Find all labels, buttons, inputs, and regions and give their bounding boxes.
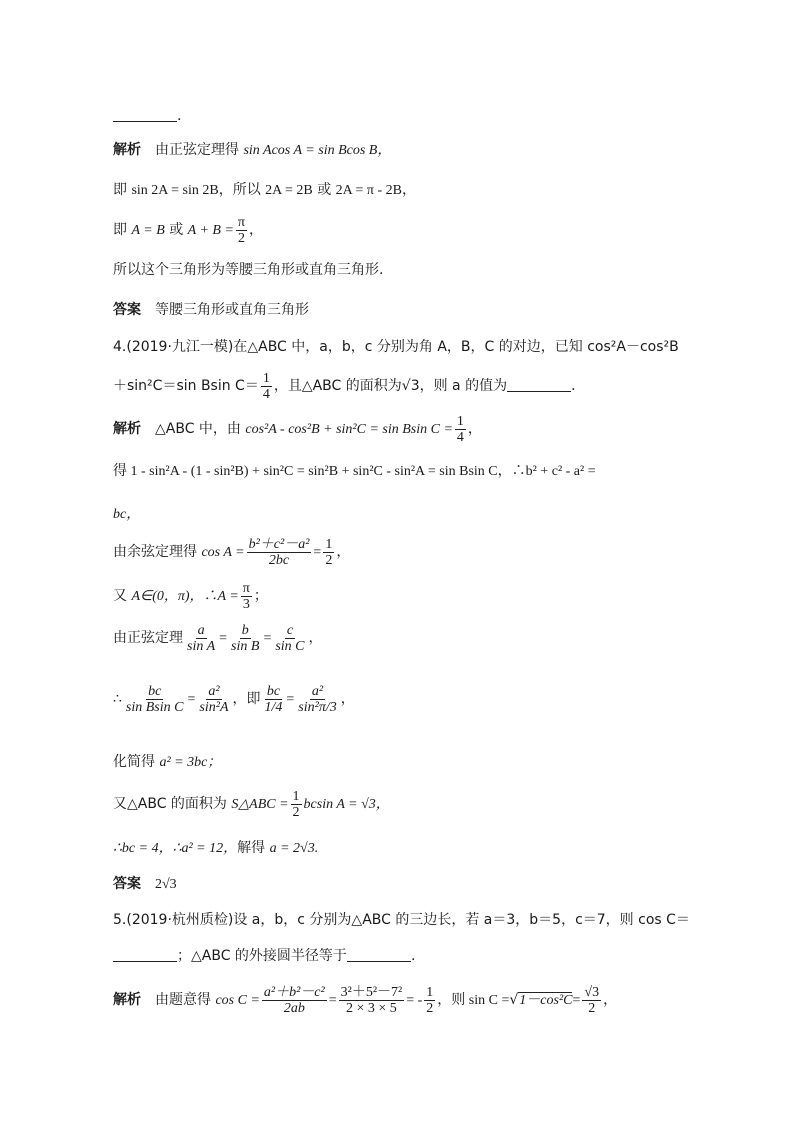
q5-stem-line-2: ；△ABC 的外接圆半径等于 . <box>113 944 415 968</box>
blank-line <box>113 107 177 122</box>
q4-stem-line-1: 4.(2019·九江一模)在△ABC 中，a，b，c 分别为角 A，B，C 的对边，已知 cos²A－cos²B <box>113 339 679 355</box>
fraction: $\frac{\text{3²＋5²－7²}}{2 \times 3 \times 5}$ <box>340 984 403 1016</box>
p3-answer: 答案 等腰三角形或直角三角形 <box>113 302 309 318</box>
fraction: $\frac{\pi}{3}$ <box>242 580 250 612</box>
q4-solution-line-9: 又△ABC 的面积为 S△ABC = $\frac{1}{2}$ bcsin A = √3， <box>113 788 390 820</box>
q4-stem-line-2: ＋sin²C＝sin Bsin C＝ $\frac{1}{4}$ ，且△ABC 的面积为√3，则 a 的值为 . <box>113 370 576 402</box>
fraction: $\frac{1}{4}$ <box>456 413 464 445</box>
fraction: $\frac{1}{4}$ <box>262 370 270 402</box>
blank-line <box>113 947 177 962</box>
blank-line <box>507 377 571 392</box>
q4-solution-line-6: 由正弦定理 $\frac{a}{\text{sin A}}$ = $\frac{b}{\text{sin B}}$ = $\frac{c}{\text{sin C}}$ ， <box>113 622 323 654</box>
q4-solution-line-3: bc， <box>113 507 141 522</box>
solution-label: 解析 <box>113 421 141 437</box>
q4-solution-line-1: 解析 △ABC 中，由 cos²A - cos²B + sin²C = sin Bsin C = $\frac{1}{4}$ ， <box>113 413 482 445</box>
q5-solution-line-1: 解析 由题意得 cos C = $\frac{\text{a²＋b²－c²}}{2ab}$ = $\frac{\text{3²＋5²－7²}}{2 \times 3 \times 5}$ = - $\frac{1}{2}$ ，则 sin C =√1－cos²C= $\frac{√3}{2}$ ， <box>113 984 618 1016</box>
fraction: $\frac{b}{\text{sin B}}$ <box>231 622 260 654</box>
p3-solution-line-3: 即 A = B 或 A + B = $\frac{\pi}{2}$ ， <box>113 214 263 246</box>
top-answer-blank: . <box>113 104 181 128</box>
solution-label: 解析 <box>113 142 141 158</box>
q4-answer: 答案 2√3 <box>113 876 177 892</box>
q4-solution-line-4: 由余弦定理得 cos A = $\frac{\text{b²＋c²－a²}}{2bc}$ = $\frac{1}{2}$ ， <box>113 536 351 568</box>
fraction: $\frac{a}{\text{sin A}}$ <box>187 622 216 654</box>
fraction: $\frac{c}{\text{sin C}}$ <box>275 622 305 654</box>
fraction: $\frac{\text{a²＋b²－c²}}{2ab}$ <box>263 984 325 1016</box>
fraction: $\frac{1}{2}$ <box>426 984 434 1016</box>
p3-solution-line-1: 解析 由正弦定理得 sin Acos A = sin Bcos B， <box>113 142 392 158</box>
fraction: $\frac{\text{a²}}{\text{sin²A}}$ <box>199 683 229 715</box>
sqrt-symbol: √ <box>509 992 519 1008</box>
fraction: $\frac{\text{b²＋c²－a²}}{2bc}$ <box>248 536 310 568</box>
solution-label: 解析 <box>113 992 141 1008</box>
fraction: $\frac{\pi}{2}$ <box>237 214 245 246</box>
blank-line <box>347 947 411 962</box>
q4-solution-line-10: ∴bc = 4，∴a² = 12，解得 a = 2√3. <box>113 840 319 856</box>
fraction: $\frac{√3}{2}$ <box>584 984 600 1016</box>
answer-label: 答案 <box>113 302 141 318</box>
q4-solution-line-2: 得 1 - sin²A - (1 - sin²B) + sin²C = sin²B + sin²C - sin²A = sin Bsin C，∴b² + c² - a² = <box>113 464 596 479</box>
p3-solution-line-4: 所以这个三角形为等腰三角形或直角三角形. <box>113 262 384 278</box>
answer-label: 答案 <box>113 876 141 892</box>
fraction: $\frac{1}{2}$ <box>325 536 333 568</box>
q4-solution-line-5: 又 A∈(0，π)，∴A = $\frac{\pi}{3}$ ； <box>113 580 268 612</box>
fraction: $\frac{bc}{\text{sin Bsin C}}$ <box>125 683 184 715</box>
q4-solution-line-7: ∴ $\frac{bc}{\text{sin Bsin C}}$ = $\frac{\text{a²}}{\text{sin²A}}$ ，即 $\frac{bc}{1/4}$ = $\frac{\text{a²}}{\text{sin²π/3}}$ ， <box>113 683 355 715</box>
q4-solution-line-8: 化简得 a² = 3bc； <box>113 754 222 770</box>
p3-solution-line-2: 即 sin 2A = sin 2B，所以 2A = 2B 或 2A = π - 2B， <box>113 182 416 198</box>
fraction: $\frac{\text{a²}}{\text{sin²π/3}}$ <box>298 683 337 715</box>
fraction: $\frac{1}{2}$ <box>292 788 300 820</box>
fraction: $\frac{bc}{1/4}$ <box>264 683 283 715</box>
q5-stem-line-1: 5.(2019·杭州质检)设 a，b，c 分别为△ABC 的三边长，若 a＝3，b＝5，c＝7，则 cos C＝ <box>113 912 690 928</box>
